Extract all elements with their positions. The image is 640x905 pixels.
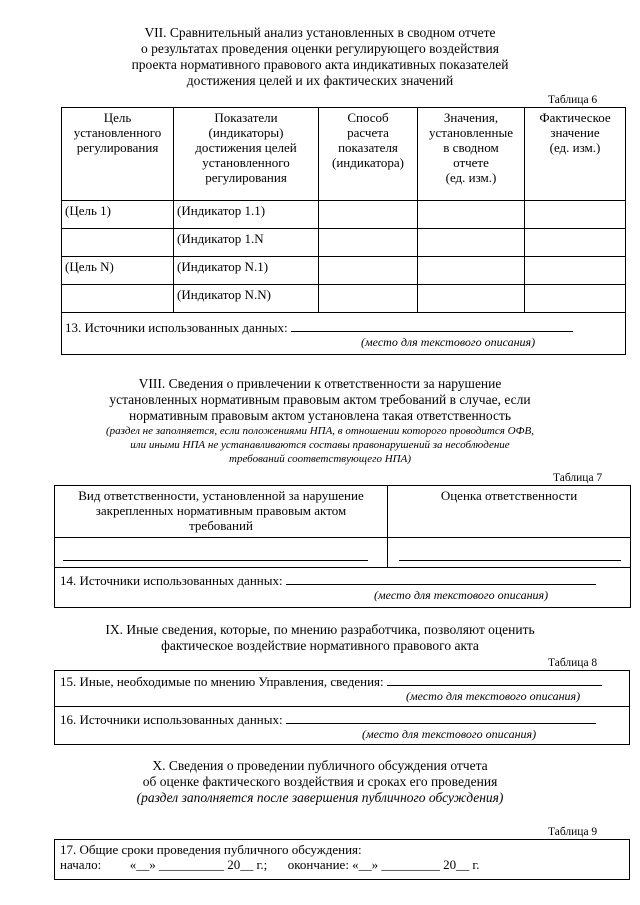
section10-title [40, 758, 600, 806]
table7-source-row [55, 568, 631, 608]
header-text: (индикатора) [332, 155, 404, 170]
table8-label: Таблица 8 [548, 657, 598, 669]
section9-title-line: IX. Иные сведения, которые, по мнению разработчика, позволяют оценить [105, 622, 535, 637]
table6 [61, 107, 626, 355]
header-text: Способ [347, 110, 389, 125]
empty-cell [525, 285, 626, 313]
indicator-cell: (Индикатор N.N) [174, 285, 319, 313]
liability-assessment-line[interactable] [399, 548, 621, 561]
header-actual-value [525, 108, 626, 201]
header-text: достижения целей [195, 140, 297, 155]
header-text: Значения, [443, 110, 499, 125]
section8-title-line: установленных нормативным правовым актом требований в случае, если [109, 392, 531, 407]
table-row [62, 201, 626, 229]
header-text: расчета [347, 125, 389, 140]
other-info-input-line[interactable] [387, 673, 602, 686]
table-row [62, 229, 626, 257]
header-text: Вид ответственности, установленной за нарушение [78, 488, 364, 503]
table-row [62, 257, 626, 285]
source-hint: (место для текстового описания) [362, 727, 537, 741]
empty-cell [418, 285, 525, 313]
discussion-period-label: 17. Общие сроки проведения публичного обсуждения: [60, 842, 362, 857]
goal-cell [62, 229, 174, 257]
section9-title-line: фактическое воздействие нормативного правового акта [161, 638, 479, 653]
section10-title-line: X. Сведения о проведении публичного обсуждения отчета [152, 758, 488, 773]
table6-header-row [62, 108, 626, 201]
header-liability-assessment: Оценка ответственности [388, 486, 631, 538]
other-info-line [60, 673, 626, 689]
discussion-dates-line [60, 857, 626, 872]
other-info-hint: (место для текстового описания) [406, 689, 581, 703]
source-hint: (место для текстового описания) [374, 588, 549, 602]
indicator-cell: (Индикатор 1.N [174, 229, 319, 257]
other-info-cell [55, 671, 630, 707]
section8-title-line: VIII. Сведения о привлечении к ответственности за нарушение [138, 376, 502, 391]
table8-row15 [55, 671, 630, 707]
goal-cell: (Цель N) [62, 257, 174, 285]
header-text: требований [189, 518, 253, 533]
header-text: установленные [429, 125, 513, 140]
header-text: регулирования [205, 170, 287, 185]
header-text: в сводном [443, 140, 499, 155]
table8 [54, 670, 630, 745]
source-hint: (место для текстового описания) [361, 335, 536, 349]
header-text: (индикаторы) [208, 125, 284, 140]
header-text: регулирования [76, 140, 159, 155]
header-text: Цель [103, 110, 132, 125]
header-text: (ед. изм.) [445, 170, 497, 185]
section7-title-line: VII. Сравнительный анализ установленных в сводном отчете [144, 25, 496, 40]
table9-row17 [55, 840, 630, 880]
section8-title-line: нормативным правовым актом установлена такая ответственность [128, 408, 512, 423]
table-row [55, 538, 631, 568]
section8-note-line: требований соответствующего НПА) [229, 453, 411, 465]
start-date-field[interactable]: «__» __________ 20__ г.; [129, 857, 268, 872]
header-report-values [418, 108, 525, 201]
table6-label: Таблица 6 [548, 94, 598, 106]
header-indicators [174, 108, 319, 201]
header-method [319, 108, 418, 201]
section10-note: (раздел заполняется после завершения публичного обсуждения) [136, 790, 504, 805]
source-input-line[interactable] [286, 711, 596, 724]
header-text: Фактическое [539, 110, 611, 125]
table7 [54, 485, 631, 608]
goal-cell [62, 285, 174, 313]
table9-label: Таблица 9 [548, 826, 598, 838]
empty-cell [319, 257, 418, 285]
header-text: Показатели [214, 110, 278, 125]
header-text: закрепленных нормативным правовым актом [95, 503, 347, 518]
empty-cell [418, 257, 525, 285]
liability-type-line[interactable] [63, 548, 368, 561]
source-line [60, 572, 627, 588]
source-cell [55, 707, 630, 745]
source-cell [62, 313, 626, 355]
empty-cell [319, 285, 418, 313]
section8-note-line: или иными НПА не устанавливаются составы правонарушений за несоблюдение [130, 439, 510, 451]
empty-cell [525, 229, 626, 257]
empty-cell [418, 229, 525, 257]
source-label: 14. Источники использованных данных: [60, 573, 283, 588]
section8-note-line: (раздел не заполняется, если положениями НПА, в отношении которого проводится ОФВ, [106, 425, 534, 437]
section10-title-line: об оценке фактического воздействия и сроках его проведения [142, 774, 498, 789]
header-text: установленного [73, 125, 162, 140]
source-input-line[interactable] [291, 319, 573, 332]
indicator-cell: (Индикатор N.1) [174, 257, 319, 285]
header-goal [62, 108, 174, 201]
source-label: 13. Источники использованных данных: [65, 320, 288, 335]
section9-title [40, 622, 600, 654]
section8-title [40, 376, 600, 466]
table-row [62, 285, 626, 313]
source-cell [55, 568, 631, 608]
header-text: установленного [202, 155, 290, 170]
liability-assessment-cell [388, 538, 631, 568]
table9 [54, 839, 630, 880]
source-label: 16. Источники использованных данных: [60, 712, 283, 727]
header-text: значение [550, 125, 600, 140]
source-input-line[interactable] [286, 572, 596, 585]
empty-cell [525, 257, 626, 285]
header-text: (ед. изм.) [549, 140, 601, 155]
other-info-label: 15. Иные, необходимые по мнению Управления, сведения: [60, 674, 384, 689]
goal-cell: (Цель 1) [62, 201, 174, 229]
table7-header-row [55, 486, 631, 538]
empty-cell [418, 201, 525, 229]
source-line [60, 711, 626, 727]
section7-title-line: достижения целей и их фактических значений [186, 73, 454, 88]
indicator-cell: (Индикатор 1.1) [174, 201, 319, 229]
section7-title-line: о результатах проведения оценки регулирующего воздействия [140, 41, 499, 56]
header-liability-type [55, 486, 388, 538]
header-text: показателя [338, 140, 398, 155]
empty-cell [319, 201, 418, 229]
liability-type-cell [55, 538, 388, 568]
header-text: отчете [453, 155, 489, 170]
table6-source-row [62, 313, 626, 355]
discussion-period-cell [55, 840, 630, 880]
start-label: начало: [60, 857, 102, 872]
source-line [65, 319, 622, 335]
empty-cell [319, 229, 418, 257]
table8-row16 [55, 707, 630, 745]
end-date-field[interactable]: окончание: «__» _________ 20__ г. [287, 857, 480, 872]
section7-title-line: проекта нормативного правового акта индикативных показателей [131, 57, 509, 72]
empty-cell [525, 201, 626, 229]
table7-label: Таблица 7 [553, 472, 603, 484]
section7-title [40, 25, 600, 89]
